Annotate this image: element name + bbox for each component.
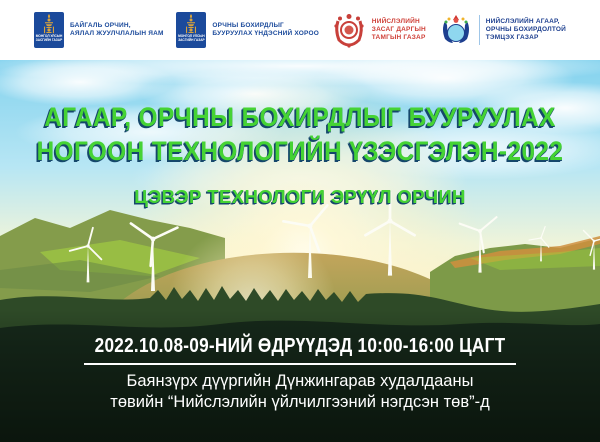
venue-line-1: Баянзүрх дүүргийн Дүнжингарав худалдааны: [126, 372, 474, 390]
org-city-governor-office: [332, 12, 426, 48]
title-line-2: НОГООН ТЕХНОЛОГИЙН ҮЗЭСГЭЛЭН-2022: [36, 136, 564, 166]
org-name: НИЙСЛЭЛИЙН ЗАСАГ ДАРГЫН ТАМГЫН ГАЗАР: [371, 18, 426, 41]
title-line-1: АГААР, ОРЧНЫ БОХИРДЛЫГ БУУРУУЛАХ: [44, 102, 556, 132]
event-info: [0, 334, 600, 412]
org-air-pollution-agency: [439, 13, 566, 47]
organizers-header: [0, 0, 600, 60]
logo-separator: [479, 15, 480, 45]
emblem-caption: МОНГОЛ УЛСЫН ЗАСГИЙН ГАЗАР: [178, 34, 205, 42]
event-title: [30, 100, 570, 168]
org-name: ОРЧНЫ БОХИРДЛЫГ БУУРУУЛАХ ҮНДЭСНИЙ ХОРОО: [212, 22, 319, 37]
soyombo-icon: [43, 14, 55, 34]
org-name: БАЙГАЛЬ ОРЧИН, АЯЛАЛ ЖУУЛЧЛАЛЫН ЯАМ: [70, 22, 164, 37]
mongolia-government-emblem-icon: [176, 12, 206, 48]
org-ministry-environment: [34, 12, 164, 48]
venue-line-2: төвийн “Нийслэлийн үйлчилгээний нэгдсэн төв”-д: [110, 392, 490, 411]
air-agency-emblem-icon: [439, 13, 473, 47]
event-slogan: ЦЭВЭР ТЕХНОЛОГИ ЭРҮҮЛ ОРЧИН: [134, 186, 466, 207]
org-pollution-committee: [176, 12, 319, 48]
mongolia-government-emblem-icon: [34, 12, 64, 48]
org-name: НИЙСЛЭЛИЙН АГААР, ОРЧНЫ БОХИРДОЛТОЙ ТЭМЦЭХ ГАЗАР: [485, 18, 566, 41]
soyombo-icon: [185, 14, 197, 34]
ulaanbaatar-seal-icon: [332, 12, 366, 48]
emblem-caption: МОНГОЛ УЛСЫН ЗАСГИЙН ГАЗАР: [35, 34, 63, 42]
info-divider: [84, 363, 516, 365]
event-datetime: 2022.10.08-09-НИЙ ӨДРҮҮДЭД 10:00-16:00 ЦАГТ: [94, 335, 506, 357]
